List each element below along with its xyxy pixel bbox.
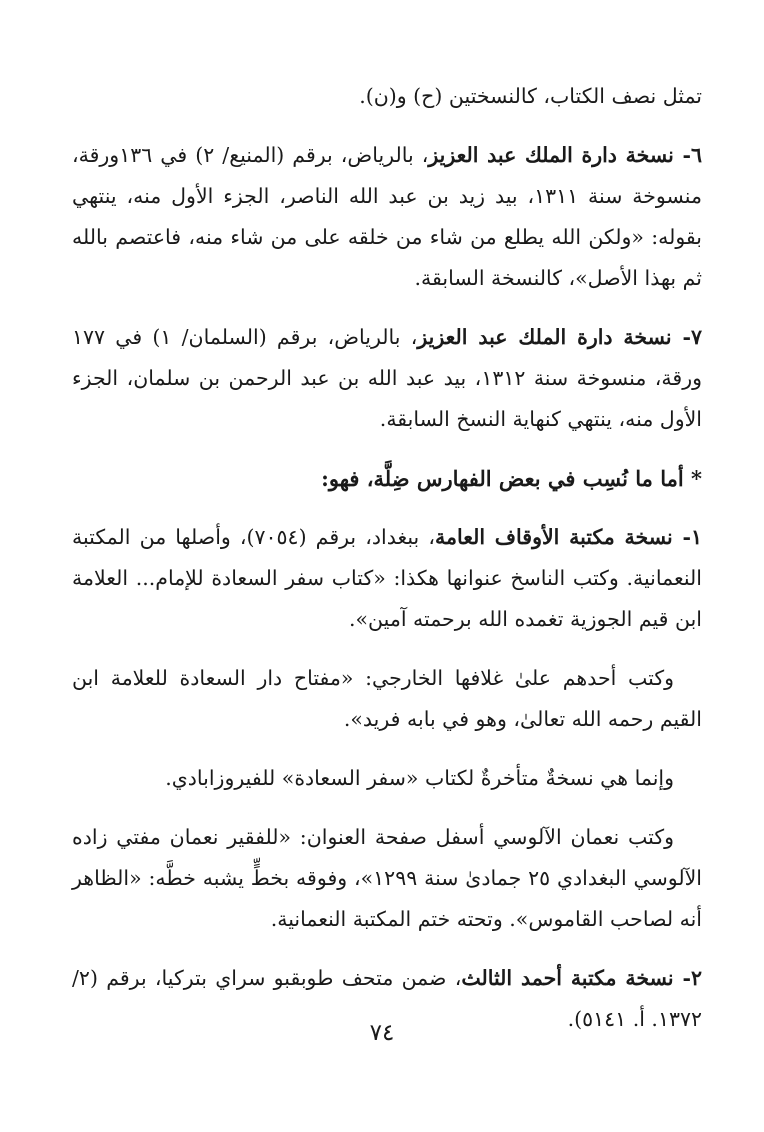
manuscript-title: نسخة دارة الملك عبد العزيز <box>428 143 674 167</box>
paragraph-text: تمثل نصف الكتاب، كالنسختين (ح) و(ن). <box>359 84 702 108</box>
paragraph-manuscript-6 <box>72 135 702 299</box>
page-number: ٧٤ <box>369 1020 395 1046</box>
paragraph-text: ، ببغداد، برقم (٧٠٥٤)، وأصلها من المكتبة النعمانية. وكتب الناسخ عنوانها هكذا: «كتاب سفر السعادة للإمام... العلامة ابن قيم الجوزية تغمده الله برحمته آمين». <box>72 525 702 631</box>
paragraph-text: وكتب نعمان الآلوسي أسفل صفحة العنوان: «للفقير نعمان مفتي زاده الآلوسي البغدادي ٢٥ جمادىٰ سنة ١٢٩٩»، وفوقه بخطٍّ يشبه خطَّه: «الظاهر أنه لصاحب القاموس». وتحته ختم المكتبة النعمانية. <box>72 825 702 931</box>
paragraph-manuscript-7 <box>72 317 702 440</box>
item-number: ٧- <box>671 325 702 349</box>
paragraph-text: وإنما هي نسخةٌ متأخرةٌ لكتاب «سفر السعادة» للفيروزابادي. <box>165 766 674 790</box>
manuscript-title: نسخة مكتبة أحمد الثالث <box>461 966 674 990</box>
paragraph-identification <box>72 758 702 799</box>
paragraph-text: ، ضمن متحف طوبقبو سراي بتركيا، برقم (٢/ ١٣٧٢. أ. ٥١٤١). <box>72 966 702 1031</box>
paragraph-continuation <box>72 76 702 117</box>
section-heading: * أما ما نُسِب في بعض الفهارس ضِلَّة، فهو: <box>321 466 702 491</box>
manuscript-title: نسخة دارة الملك عبد العزيز <box>417 325 672 349</box>
document-page <box>72 76 702 1058</box>
item-number: ١- <box>672 525 702 549</box>
item-number: ٢- <box>673 966 702 990</box>
paragraph-text: وكتب أحدهم علىٰ غلافها الخارجي: «مفتاح دار السعادة للعلامة ابن القيم رحمه الله تعالىٰ، وهو في بابه فريد». <box>72 666 702 731</box>
item-number: ٦- <box>673 143 702 167</box>
paragraph-text: ، بالرياض، برقم (السلمان/ ١) في ١٧٧ ورقة، منسوخة سنة ١٣١٢، بيد عبد الله بن عبد الرحمن بن سلمان، الجزء الأول منه، ينتهي كنهاية النسخ السابقة. <box>72 325 702 431</box>
manuscript-title: نسخة مكتبة الأوقاف العامة <box>434 525 673 549</box>
paragraph-cover-note <box>72 658 702 740</box>
paragraph-alusi-note <box>72 817 702 940</box>
paragraph-misattributed-1 <box>72 517 702 640</box>
paragraph-text: ، بالرياض، برقم (المنيع/ ٢) في ١٣٦ورقة، منسوخة سنة ١٣١١، بيد زيد بن عبد الله الناصر، الجزء الأول منه، ينتهي بقوله: «ولكن الله يطلع من شاء من خلقه على من شاء منه، فاعتصم بالله ثم بهذا الأصل»، كالنسخة السابقة. <box>72 143 702 290</box>
